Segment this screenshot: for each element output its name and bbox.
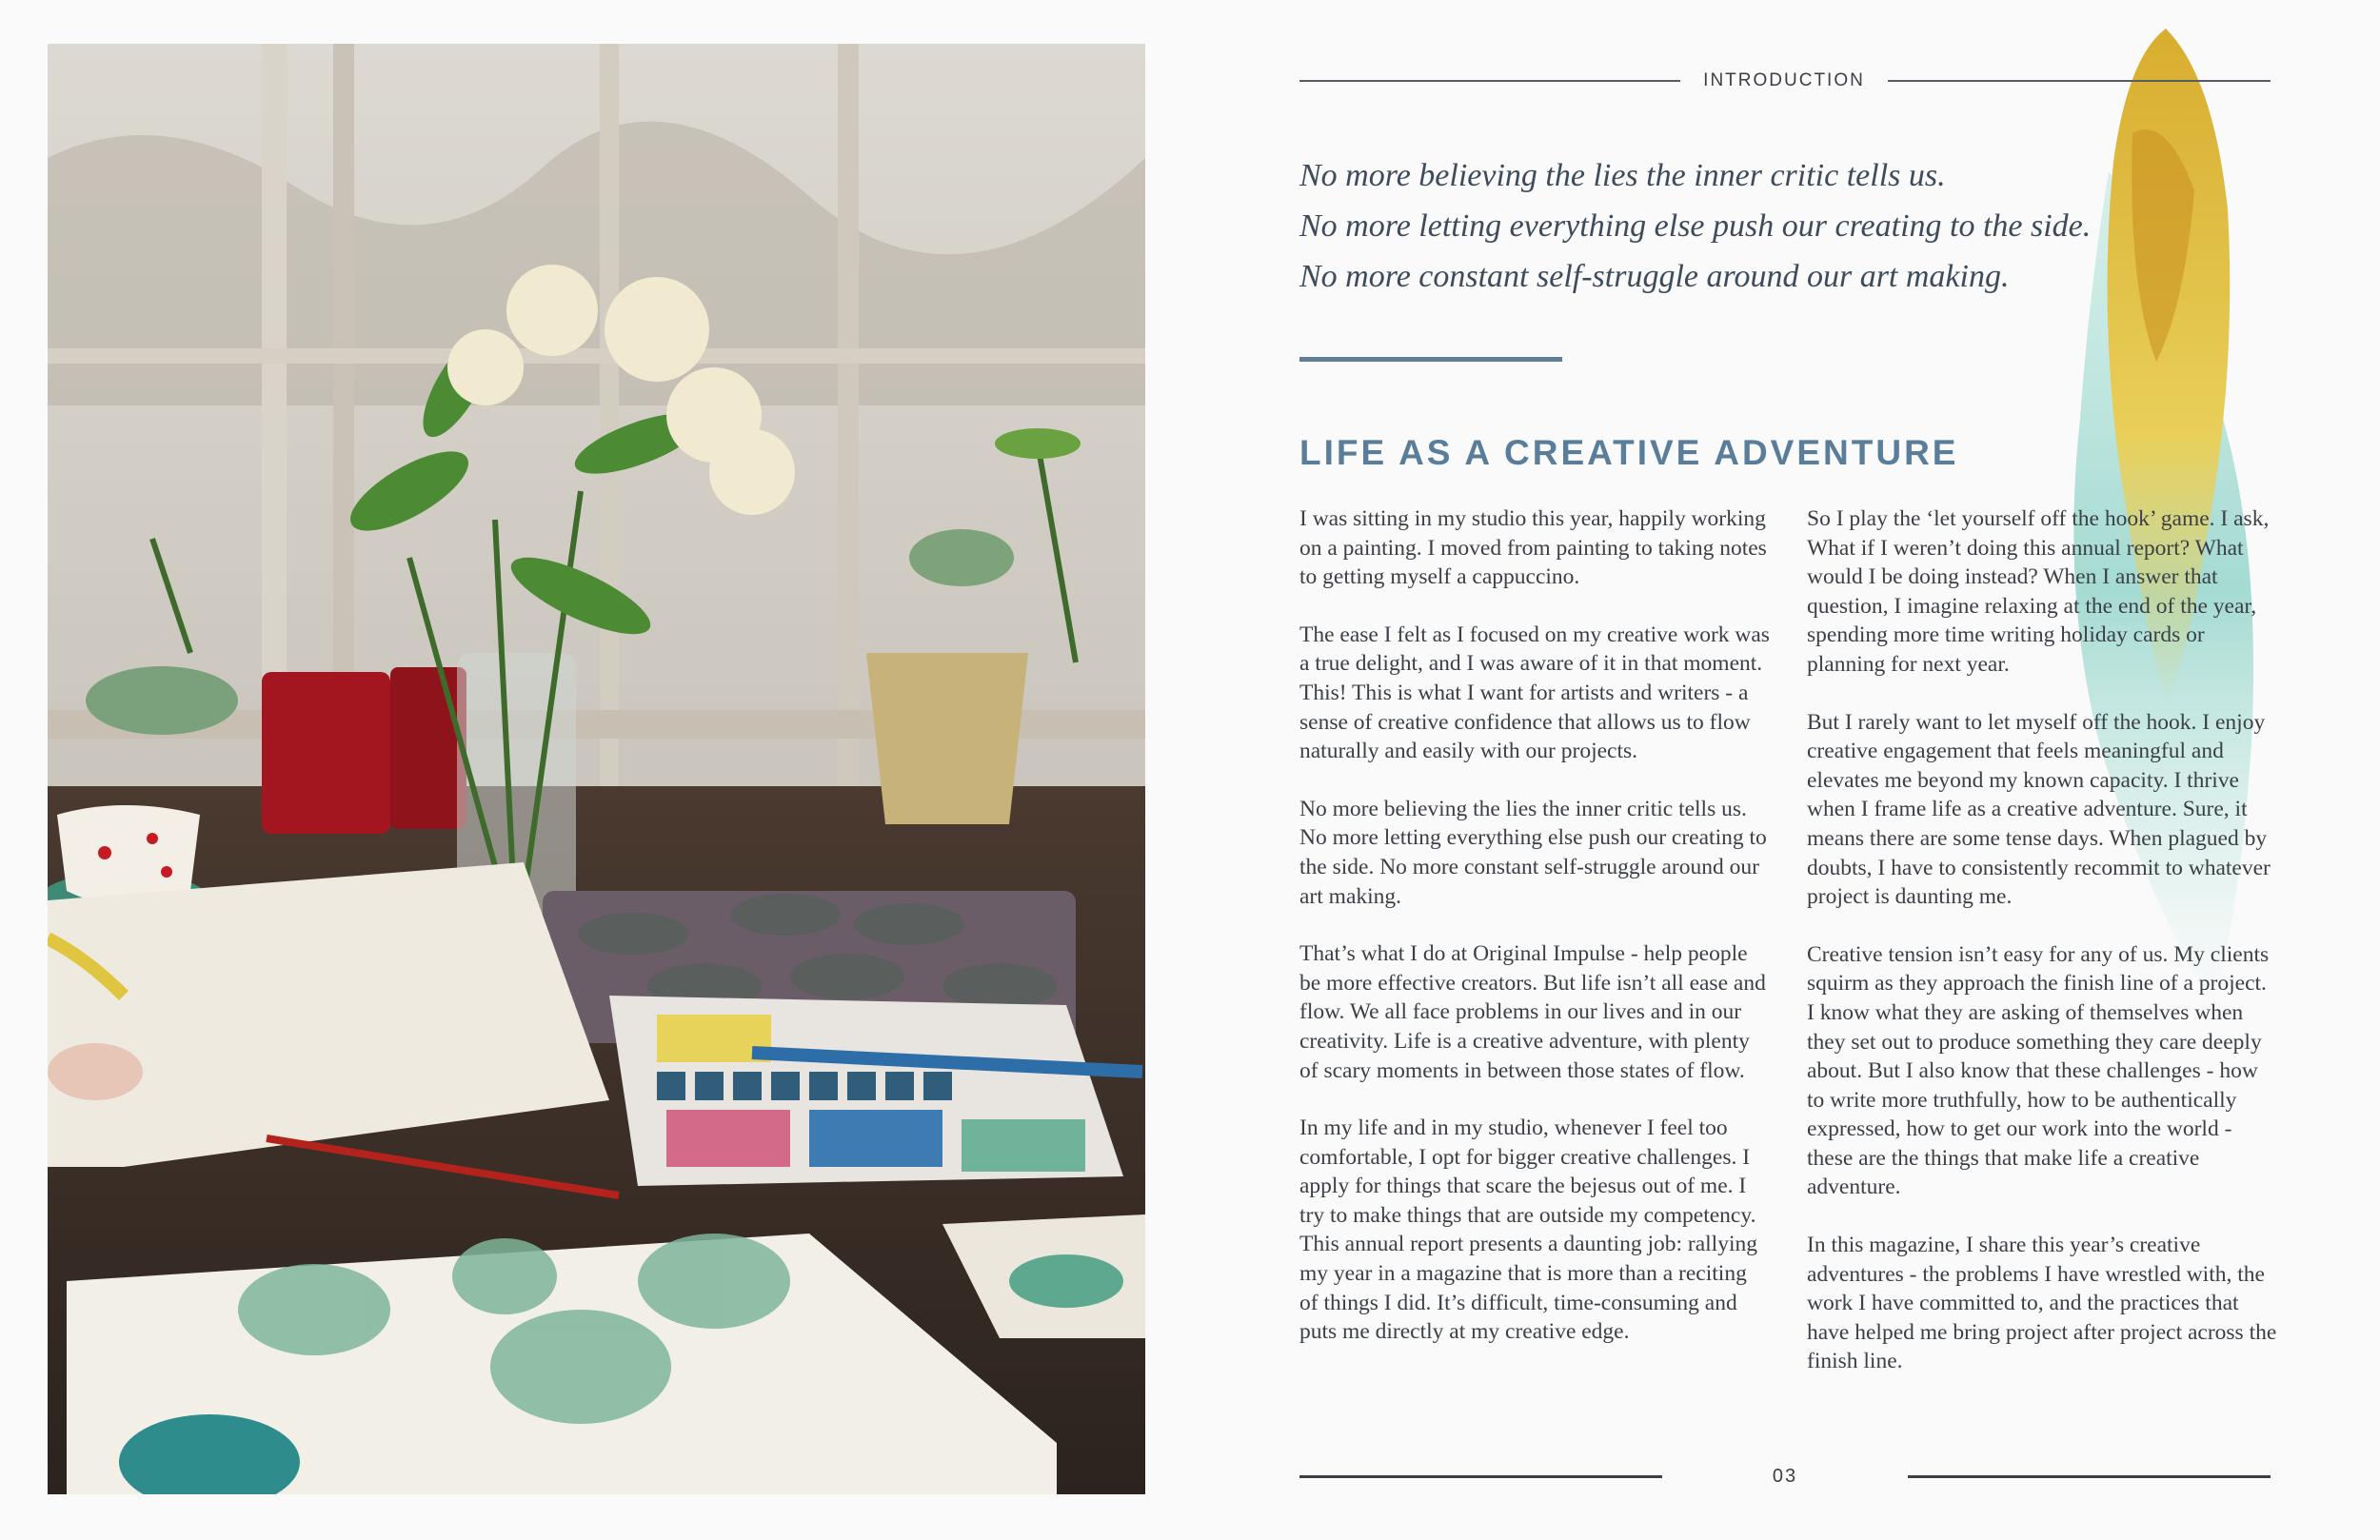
- footer-rule-left: [1299, 1475, 1662, 1478]
- body-paragraph: The ease I felt as I focused on my creative work was a true delight, and I was aware of it in that moment. This! This is what I want for artists and writers - a sense of creative confidence that allows us to flow naturally and easily with our projects.: [1299, 622, 1770, 764]
- page-footer: [1299, 1464, 2271, 1489]
- page-number: 03: [1772, 1466, 1798, 1487]
- body-paragraph: In my life and in my studio, whenever I feel too comfortable, I opt for bigger creative challenges. I apply for things that scare the bejesus out of me. I try to make things that are outside my competency. This annual report presents a daunting job: rallying my year in a magazine that is more than a reciting of things I did. It’s difficult, time-consuming and puts me directly at my creative edge.: [1299, 1116, 1757, 1345]
- body-paragraph: In this magazine, I share this year’s creative adventures - the problems I have wrestled with, the work I have committed to, and the practices that have helped me bring project after project across the finish line.: [1807, 1233, 2277, 1374]
- body-paragraph: That’s what I do at Original Impulse - help people be more effective creators. But life isn’t all ease and flow. We all face problems in our lives and in our creativity. Life is a creative adventure, with plenty of scary moments in between those states of flow.: [1299, 941, 1766, 1083]
- body-paragraph: So I play the ‘let yourself off the hook’ game. I ask, What if I weren’t doing this annual report? What would I be doing instead? When I answer that question, I imagine relaxing at the end of the year, spending more time writing holiday cards or planning for next year.: [1807, 506, 2270, 677]
- header-rule-left: [1299, 80, 1680, 82]
- studio-photo-illustration: [48, 44, 1145, 1494]
- studio-photo: [48, 44, 1145, 1494]
- section-header: [1299, 69, 2271, 93]
- footer-rule-right: [1908, 1475, 2271, 1478]
- body-paragraph: But I rarely want to let myself off the hook. I enjoy creative engagement that feels meaningful and elevates me beyond my known capacity. I thrive when I frame life as a creative adventure. Sure, it means there are some tense days. When plagued by doubts, I have to consistently recommit to whatever project is daunting me.: [1807, 709, 2271, 910]
- pull-quote-line: No more letting everything else push our creating to the side.: [1299, 208, 2092, 244]
- pull-quote-line: No more constant self-struggle around our art making.: [1299, 259, 2010, 294]
- body-paragraph: No more believing the lies the inner critic tells us. No more letting everything else push our creating to the side. No more constant self-struggle around our art making.: [1299, 796, 1767, 909]
- text-column-left: [1299, 504, 1771, 1375]
- text-column-right: [1807, 504, 2278, 1405]
- section-label: INTRODUCTION: [1703, 70, 1865, 90]
- accent-divider: [1299, 357, 1562, 362]
- pull-quote-line: No more believing the lies the inner critic tells us.: [1299, 158, 1946, 193]
- article-heading: LIFE AS A CREATIVE ADVENTURE: [1299, 433, 1959, 472]
- pull-quotes: [1299, 150, 2156, 302]
- header-rule-right: [1888, 80, 2271, 82]
- body-paragraph: Creative tension isn’t easy for any of us. My clients squirm as they approach the finish line of a project. I know what they are asking of themselves when they set out to produce something they care deeply about. But I also know that these challenges - how to write more truthfully, how to be authentically expressed, how to get our work into the world - these are the things that make life a creative adventure.: [1807, 941, 2270, 1200]
- right-page: [1299, 0, 2277, 1540]
- body-paragraph: I was sitting in my studio this year, happily working on a painting. I moved from painting to taking notes to getting myself a cappuccino.: [1299, 506, 1767, 590]
